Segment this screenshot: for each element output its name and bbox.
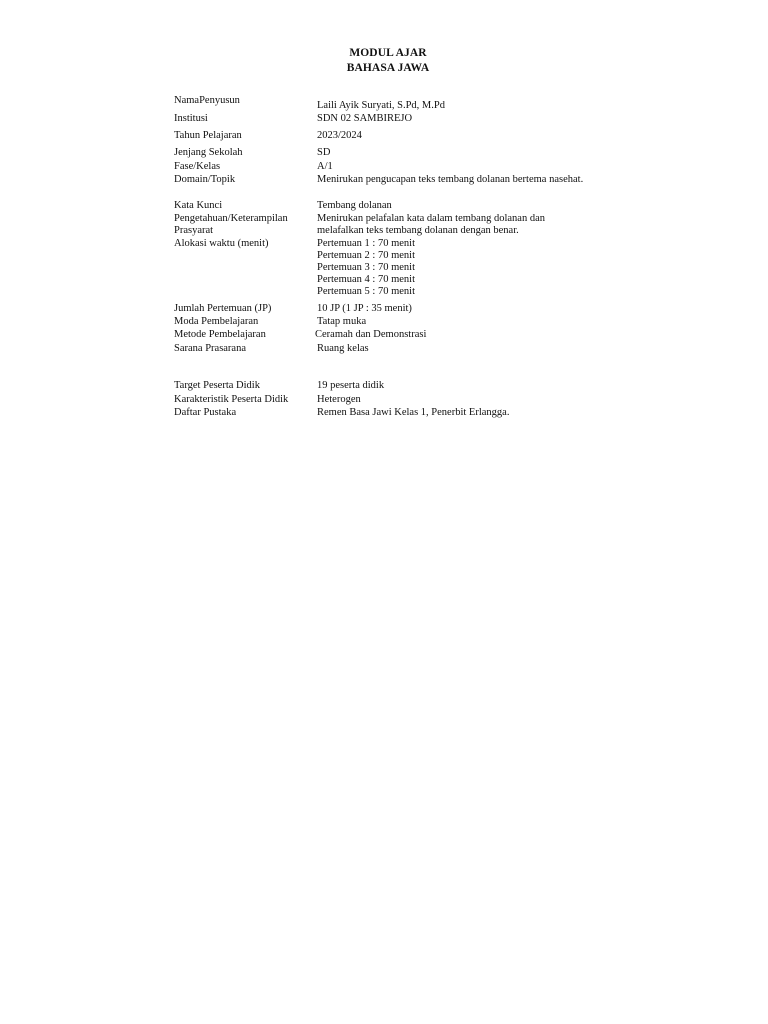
value-tahun-pelajaran: 2023/2024 (317, 130, 362, 141)
pertemuan-item: Pertemuan 4 : 70 menit (317, 274, 415, 285)
document-title: MODUL AJAR (349, 47, 427, 59)
value-target-peserta: 19 peserta didik (317, 380, 385, 391)
value-prasyarat (317, 213, 617, 237)
label-jumlah-pertemuan: Jumlah Pertemuan (JP) (174, 303, 272, 314)
value-jumlah-pertemuan: 10 JP (1 JP : 35 menit) (317, 303, 412, 314)
label-moda-pembelajaran: Moda Pembelajaran (174, 316, 259, 327)
value-prasyarat-line1: Menirukan pelafalan kata dalam tembang dolanan dan (317, 213, 545, 224)
value-daftar-pustaka: Remen Basa Jawi Kelas 1, Penerbit Erlangga. (317, 407, 510, 418)
value-metode-pembelajaran: Ceramah dan Demonstrasi (315, 329, 427, 340)
value-karakteristik-peserta: Heterogen (317, 394, 361, 405)
label-target-peserta: Target Peserta Didik (174, 380, 260, 391)
label-daftar-pustaka: Daftar Pustaka (174, 407, 237, 418)
value-moda-pembelajaran: Tatap muka (317, 316, 367, 327)
label-institusi: Institusi (174, 113, 208, 124)
label-karakteristik-peserta: Karakteristik Peserta Didik (174, 394, 289, 405)
value-kata-kunci: Tembang dolanan (317, 200, 392, 211)
value-jenjang-sekolah: SD (317, 147, 331, 158)
label-metode-pembelajaran: Metode Pembelajaran (174, 329, 266, 340)
value-fase-kelas: A/1 (317, 161, 333, 172)
document-subtitle: BAHASA JAWA (346, 62, 430, 74)
pertemuan-item: Pertemuan 1 : 70 menit (317, 238, 415, 249)
label-kata-kunci: Kata Kunci (174, 200, 223, 211)
label-sarana-prasarana: Sarana Prasarana (174, 343, 247, 354)
value-domain-topik: Menirukan pengucapan teks tembang dolanan bertema nasehat. (317, 174, 584, 185)
value-prasyarat-line2: melafalkan teks tembang dolanan dengan benar. (317, 225, 519, 236)
label-jenjang-sekolah: Jenjang Sekolah (174, 147, 243, 158)
value-alokasi-waktu (317, 238, 617, 298)
label-prasyarat (174, 213, 312, 237)
label-tahun-pelajaran: Tahun Pelajaran (174, 130, 242, 141)
label-nama-penyusun: NamaPenyusun (174, 95, 240, 106)
value-institusi: SDN 02 SAMBIREJO (317, 113, 413, 124)
pertemuan-item: Pertemuan 5 : 70 menit (317, 286, 415, 297)
value-sarana-prasarana: Ruang kelas (317, 343, 369, 354)
value-nama-penyusun: Laili Ayik Suryati, S.Pd, M.Pd (317, 100, 445, 111)
label-fase-kelas: Fase/Kelas (174, 161, 221, 172)
pertemuan-item: Pertemuan 2 : 70 menit (317, 250, 415, 261)
label-prasyarat-line2: Prasyarat (174, 225, 214, 236)
label-prasyarat-line1: Pengetahuan/Keterampilan (174, 213, 288, 224)
label-domain-topik: Domain/Topik (174, 174, 236, 185)
label-alokasi-waktu: Alokasi waktu (menit) (174, 238, 269, 249)
pertemuan-item: Pertemuan 3 : 70 menit (317, 262, 415, 273)
